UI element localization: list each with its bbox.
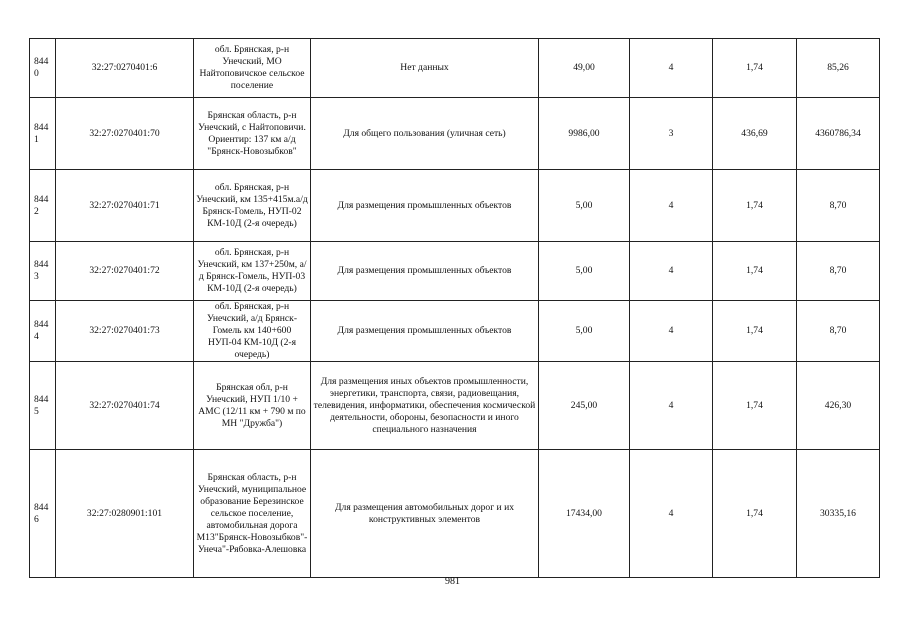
address-cell: обл. Брянская, р-н Унечский, МО Найтоповичское сельское поселение	[194, 39, 311, 98]
permitted-use-cell: Для размещения автомобильных дорог и их конструктивных элементов	[311, 450, 539, 578]
table-row	[30, 362, 880, 450]
group-cell: 4	[630, 39, 713, 98]
table-row	[30, 301, 880, 362]
rate-cell: 1,74	[713, 170, 797, 242]
table-row	[30, 170, 880, 242]
value-cell: 30335,16	[797, 450, 880, 578]
permitted-use-cell: Для размещения промышленных объектов	[311, 170, 539, 242]
row-number-cell: 8444	[30, 301, 56, 362]
page-number: 981	[445, 576, 460, 587]
address-cell: обл. Брянская, р-н Унечский, км 137+250м, а/д Брянск-Гомель, НУП-03 КМ-10Д (2-я очередь)	[194, 242, 311, 301]
permitted-use-cell: Для размещения промышленных объектов	[311, 301, 539, 362]
address-cell: Брянская область, р-н Унечский, муниципальное образование Березинское сельское поселение, автомобильная дорога М13"Брянск-Новозыбков"-Унеча"-Рябовка-Алешовка	[194, 450, 311, 578]
address-cell: обл. Брянская, р-н Унечский, а/д Брянск-Гомель км 140+600 НУП-04 КМ-10Д (2-я очередь)	[194, 301, 311, 362]
table-row	[30, 98, 880, 170]
row-number-cell: 8443	[30, 242, 56, 301]
rate-cell: 1,74	[713, 362, 797, 450]
area-cell: 49,00	[539, 39, 630, 98]
area-cell: 5,00	[539, 301, 630, 362]
row-number-cell: 8441	[30, 98, 56, 170]
cadastral-number-cell: 32:27:0270401:6	[56, 39, 194, 98]
row-number-cell: 8446	[30, 450, 56, 578]
address-cell: Брянская область, р-н Унечский, с Найтоповичи. Ориентир: 137 км а/д "Брянск-Новозыбков"	[194, 98, 311, 170]
value-cell: 8,70	[797, 301, 880, 362]
cadastral-number-cell: 32:27:0270401:73	[56, 301, 194, 362]
permitted-use-cell: Нет данных	[311, 39, 539, 98]
table-row	[30, 450, 880, 578]
permitted-use-cell: Для общего пользования (уличная сеть)	[311, 98, 539, 170]
area-cell: 5,00	[539, 170, 630, 242]
value-cell: 426,30	[797, 362, 880, 450]
row-number-cell: 8440	[30, 39, 56, 98]
area-cell: 5,00	[539, 242, 630, 301]
group-cell: 4	[630, 362, 713, 450]
row-number-cell: 8445	[30, 362, 56, 450]
area-cell: 17434,00	[539, 450, 630, 578]
rate-cell: 1,74	[713, 39, 797, 98]
group-cell: 4	[630, 450, 713, 578]
value-cell: 4360786,34	[797, 98, 880, 170]
permitted-use-cell: Для размещения иных объектов промышленности, энергетики, транспорта, связи, радиовещания, телевидения, информатики, обеспечения космической деятельности, обороны, безопасности и иного специального назначения	[311, 362, 539, 450]
cadastral-number-cell: 32:27:0280901:101	[56, 450, 194, 578]
rate-cell: 436,69	[713, 98, 797, 170]
group-cell: 4	[630, 242, 713, 301]
row-number-cell: 8442	[30, 170, 56, 242]
value-cell: 85,26	[797, 39, 880, 98]
group-cell: 4	[630, 301, 713, 362]
table-row	[30, 242, 880, 301]
value-cell: 8,70	[797, 170, 880, 242]
value-cell: 8,70	[797, 242, 880, 301]
cadastral-number-cell: 32:27:0270401:72	[56, 242, 194, 301]
cadastral-number-cell: 32:27:0270401:71	[56, 170, 194, 242]
rate-cell: 1,74	[713, 301, 797, 362]
cadastral-number-cell: 32:27:0270401:74	[56, 362, 194, 450]
address-cell: Брянская обл, р-н Унечский, НУП 1/10 + АМС (12/11 км + 790 м по МН "Дружба")	[194, 362, 311, 450]
rate-cell: 1,74	[713, 450, 797, 578]
land-registry-table	[29, 38, 880, 578]
area-cell: 9986,00	[539, 98, 630, 170]
address-cell: обл. Брянская, р-н Унечский, км 135+415м.а/д Брянск-Гомель, НУП-02 КМ-10Д (2-я очередь)	[194, 170, 311, 242]
cadastral-number-cell: 32:27:0270401:70	[56, 98, 194, 170]
group-cell: 4	[630, 170, 713, 242]
group-cell: 3	[630, 98, 713, 170]
permitted-use-cell: Для размещения промышленных объектов	[311, 242, 539, 301]
area-cell: 245,00	[539, 362, 630, 450]
rate-cell: 1,74	[713, 242, 797, 301]
table-row	[30, 39, 880, 98]
